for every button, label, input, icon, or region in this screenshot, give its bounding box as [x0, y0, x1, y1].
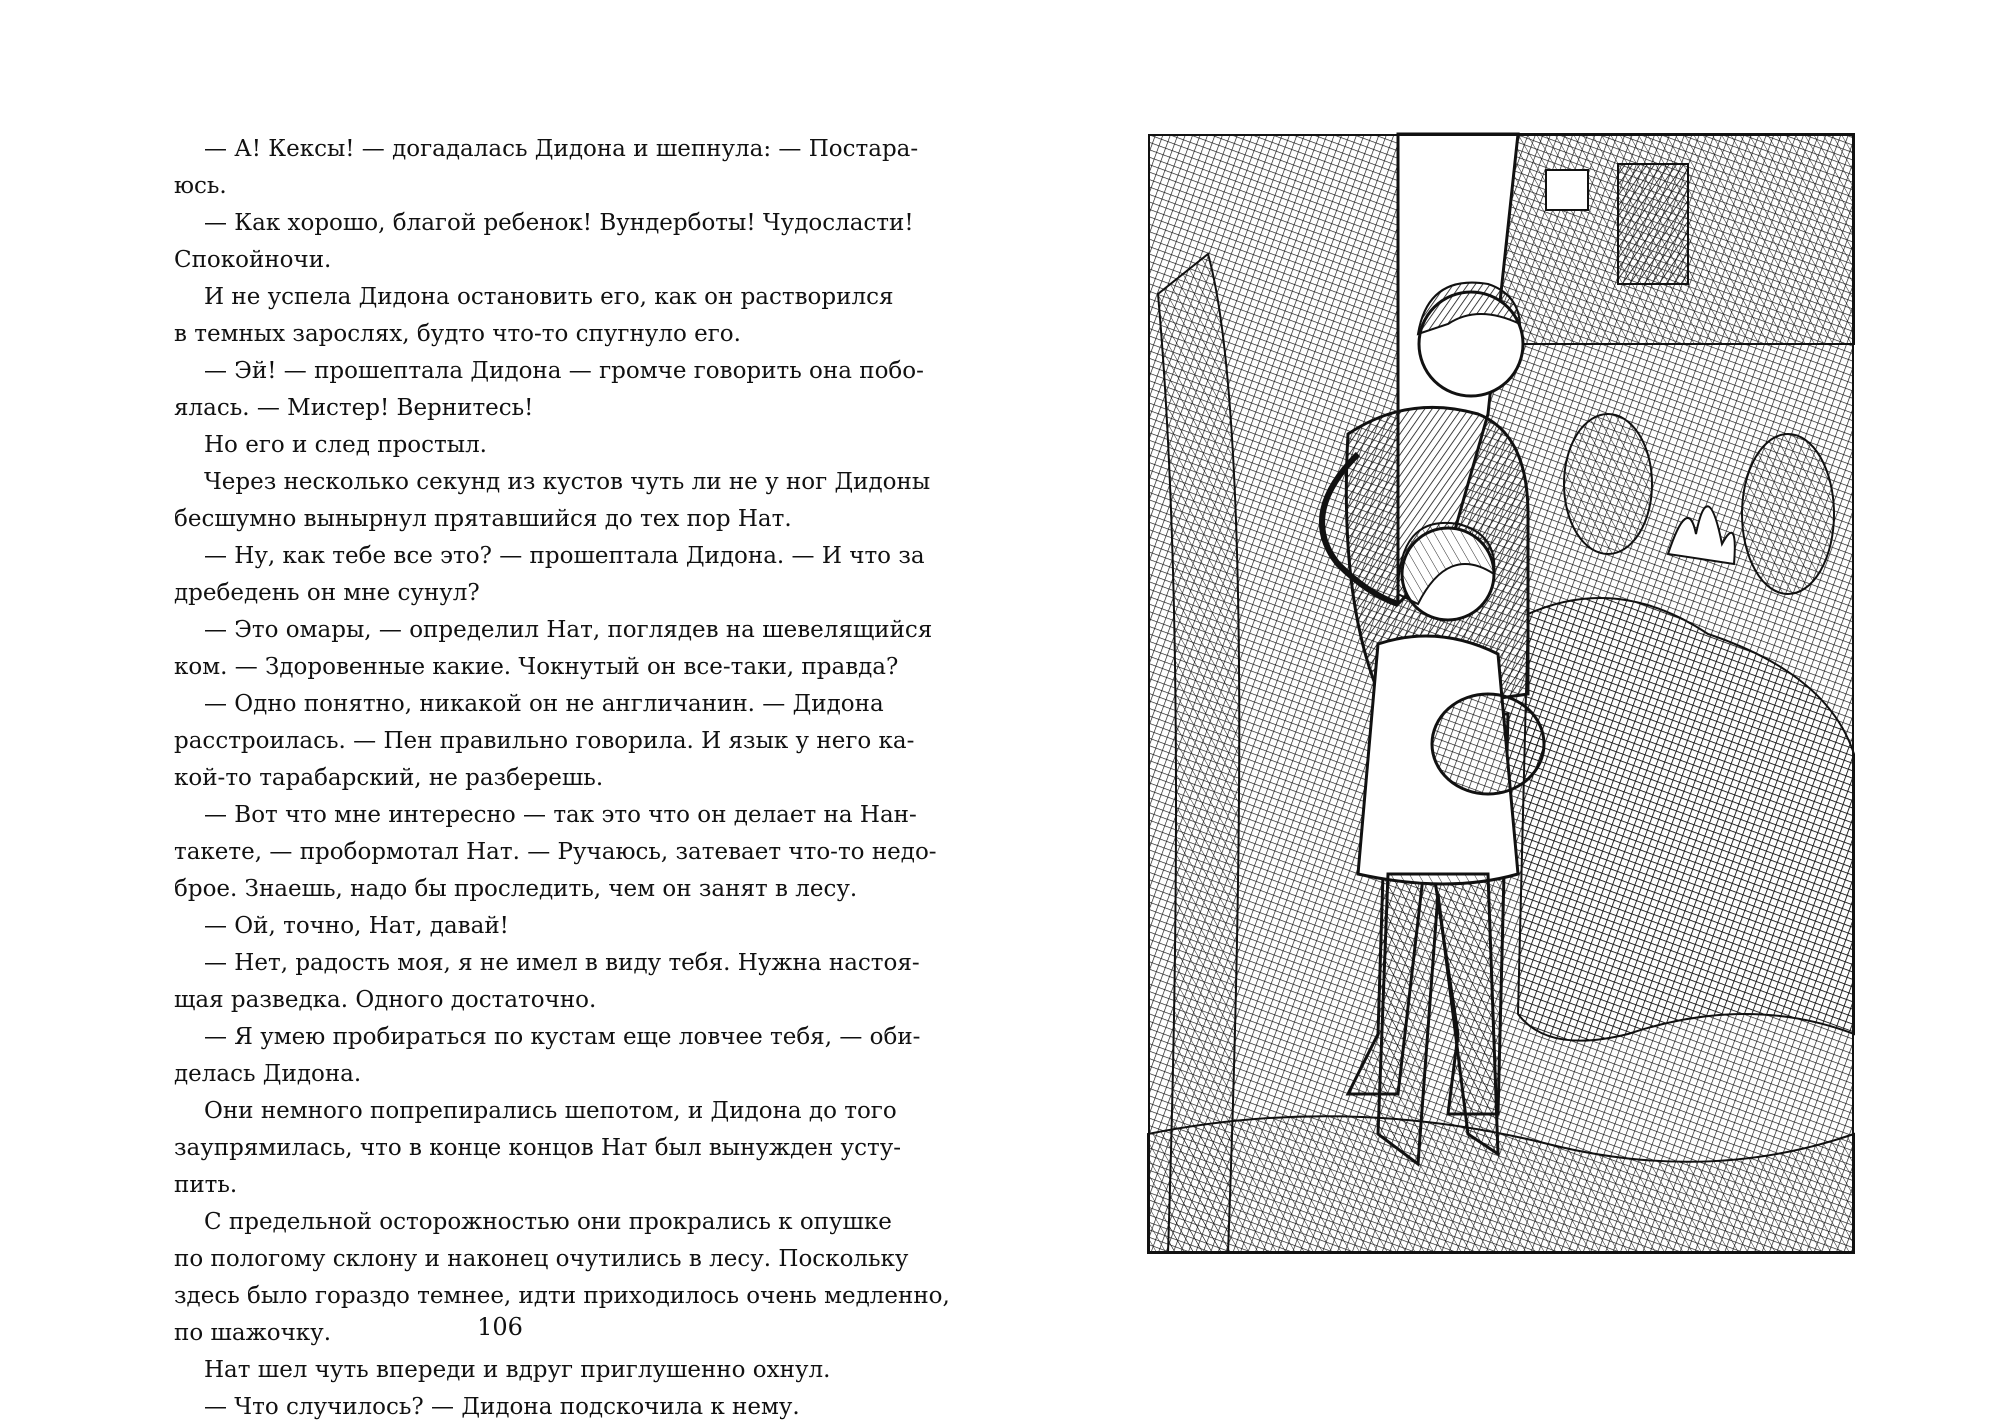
text-line: Нат шел чуть впереди и вдруг приглушенно охнул.	[204, 1357, 831, 1383]
text-line: — Эй! — прошептала Дидона — громче говорить она побо-	[204, 358, 924, 384]
text-line: — Что случилось? — Дидона подскочила к нему.	[204, 1394, 800, 1420]
body-text	[174, 131, 950, 1426]
text-line: — Ну, как тебе все это? — прошептала Дидона. — И что за	[204, 543, 925, 569]
left-page	[0, 0, 1000, 1420]
house-door	[1618, 164, 1688, 284]
text-line: в темных зарослях, будто что-то спугнуло его.	[174, 321, 741, 347]
text-line: — Нет, радость моя, я не имел в виду тебя. Нужна настоя-	[204, 950, 920, 976]
text-line: Спокойночи.	[174, 247, 332, 273]
background-figure-left	[1564, 414, 1652, 554]
text-line: бесшумно вынырнул прятавшийся до тех пор Нат.	[174, 506, 792, 532]
text-line: кой-то тарабарский, не разберешь.	[174, 765, 604, 791]
text-line: И не успела Дидона остановить его, как он растворился	[204, 284, 894, 310]
text-line: — Я умею пробираться по кустам еще ловчее тебя, — оби-	[204, 1024, 921, 1050]
background-figure-right	[1742, 434, 1834, 594]
text-line: Они немного попрепирались шепотом, и Дидона до того	[204, 1098, 897, 1124]
text-line: юсь.	[174, 173, 227, 199]
text-line: делась Дидона.	[174, 1061, 362, 1087]
text-line: по пологому склону и наконец очутились в лесу. Поскольку	[174, 1246, 909, 1272]
text-line: ком. — Здоровенные какие. Чокнутый он все-таки, правда?	[174, 654, 899, 680]
text-line: брое. Знаешь, надо бы проследить, чем он занят в лесу.	[174, 876, 858, 902]
text-line: пить.	[174, 1172, 238, 1198]
text-line: — Это омары, — определил Нат, поглядев на шевелящийся	[204, 617, 933, 643]
text-line: расстроилась. — Пен правильно говорила. И язык у него ка-	[174, 728, 915, 754]
text-line: — А! Кексы! — догадалась Дидона и шепнула: — Постара-	[204, 136, 919, 162]
house-window	[1546, 170, 1588, 210]
text-line: — Как хорошо, благой ребенок! Вундерботы! Чудосласти!	[204, 210, 914, 236]
text-line: такете, — пробормотал Нат. — Ручаюсь, затевает что-то недо-	[174, 839, 937, 865]
text-line: ялась. — Мистер! Вернитесь!	[174, 395, 534, 421]
text-line: здесь было гораздо темнее, идти приходилось очень медленно,	[174, 1283, 950, 1309]
text-line: дребедень он мне сунул?	[174, 580, 480, 606]
text-line: Но его и след простыл.	[204, 432, 487, 458]
text-line: — Вот что мне интересно — так это что он делает на Нан-	[204, 802, 917, 828]
text-line: С предельной осторожностью они прокрались к опушке	[204, 1209, 892, 1235]
text-line: Через несколько секунд из кустов чуть ли не у ног Дидоны	[204, 469, 931, 495]
text-line: — Одно понятно, никакой он не англичанин. — Дидона	[204, 691, 884, 717]
illustration	[1148, 134, 1854, 1253]
text-line: заупрямилась, что в конце концов Нат был вынужден усту-	[174, 1135, 901, 1161]
text-line: щая разведка. Одного достаточно.	[174, 987, 597, 1013]
text-line: по шажочку.	[174, 1320, 332, 1346]
page-number: 106	[477, 1313, 523, 1341]
text-line: — Ой, точно, Нат, давай!	[204, 913, 509, 939]
